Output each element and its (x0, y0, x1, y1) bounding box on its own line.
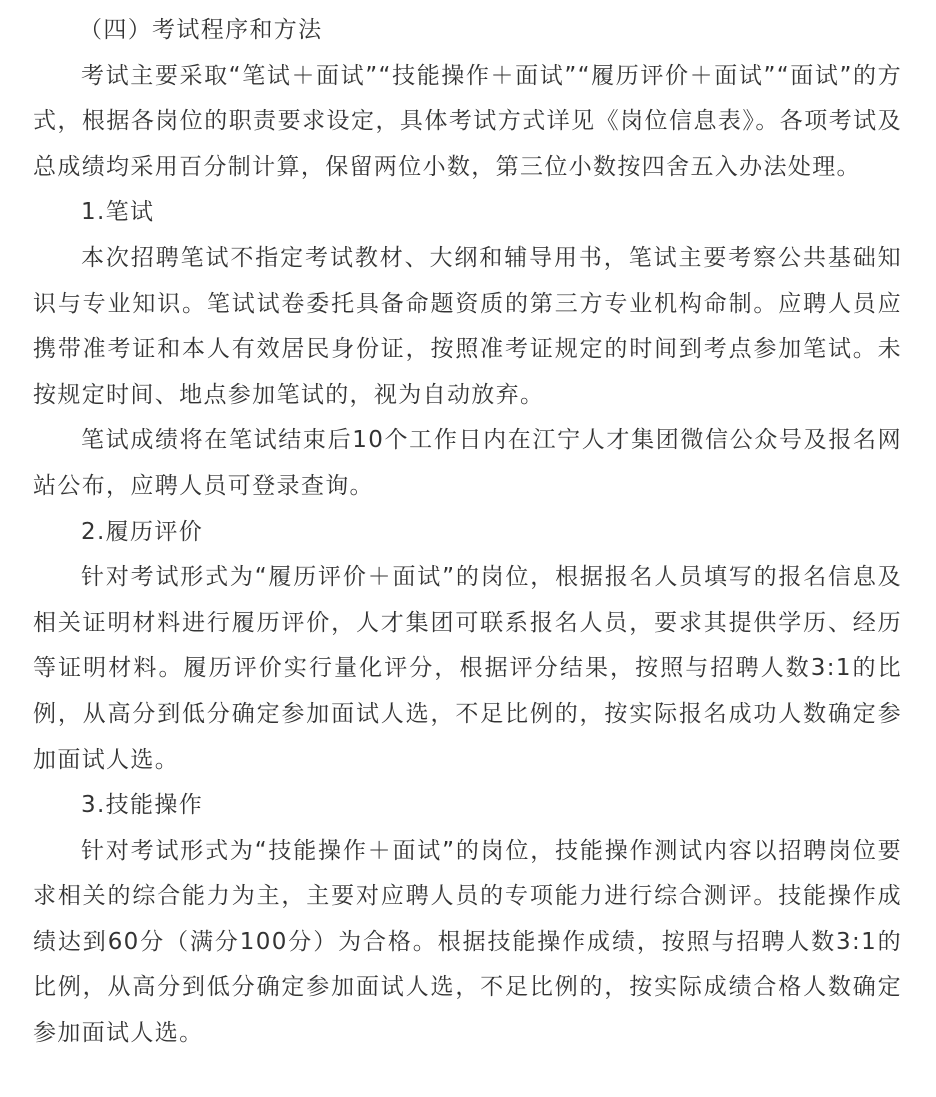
written-exam-paragraph: 本次招聘笔试不指定考试教材、大纲和辅导用书，笔试主要考察公共基础知识与专业知识。笔试试卷委托具备命题资质的第三方专业机构命制。应聘人员应携带准考证和本人有效居民身份证，按照准考证规定的时间到考点参加笔试。未按规定时间、地点参加笔试的，视为自动放弃。 (33, 244, 902, 408)
skill-test-heading: 3.技能操作 (81, 792, 204, 819)
written-exam-results-paragraph: 笔试成绩将在笔试结束后10个工作日内在江宁人才集团微信公众号及报名网站公布，应聘人员可登录查询。 (33, 427, 902, 499)
section-title: （四）考试程序和方法 (79, 17, 323, 43)
resume-eval-paragraph: 针对考试形式为“履历评价＋面试”的岗位，根据报名人员填写的报名信息及相关证明材料进行履历评价，人才集团可联系报名人员，要求其提供学历、经历等证明材料。履历评价实行量化评分，根据评分结果，按照与招聘人数3:1的比例，从高分到低分确定参加面试人选，不足比例的，按实际报名成功人数确定参加面试人选。 (33, 564, 902, 773)
written-exam-heading: 1.笔试 (81, 199, 155, 226)
intro-paragraph: 考试主要采取“笔试＋面试”“技能操作＋面试”“履历评价＋面试”“面试”的方式，根据各岗位的职责要求设定，具体考试方式详见《岗位信息表》。各项考试及总成绩均采用百分制计算，保留两位小数，第三位小数按四舍五入办法处理。 (33, 62, 902, 180)
skill-test-paragraph: 针对考试形式为“技能操作＋面试”的岗位，技能操作测试内容以招聘岗位要求相关的综合能力为主，主要对应聘人员的专项能力进行综合测评。技能操作成绩达到60分（满分100分）为合格。根据技能操作成绩，按照与招聘人数3:1的比例，从高分到低分确定参加面试人选，不足比例的，按实际成绩合格人数确定参加面试人选。 (33, 837, 902, 1047)
resume-eval-heading: 2.履历评价 (81, 518, 204, 545)
